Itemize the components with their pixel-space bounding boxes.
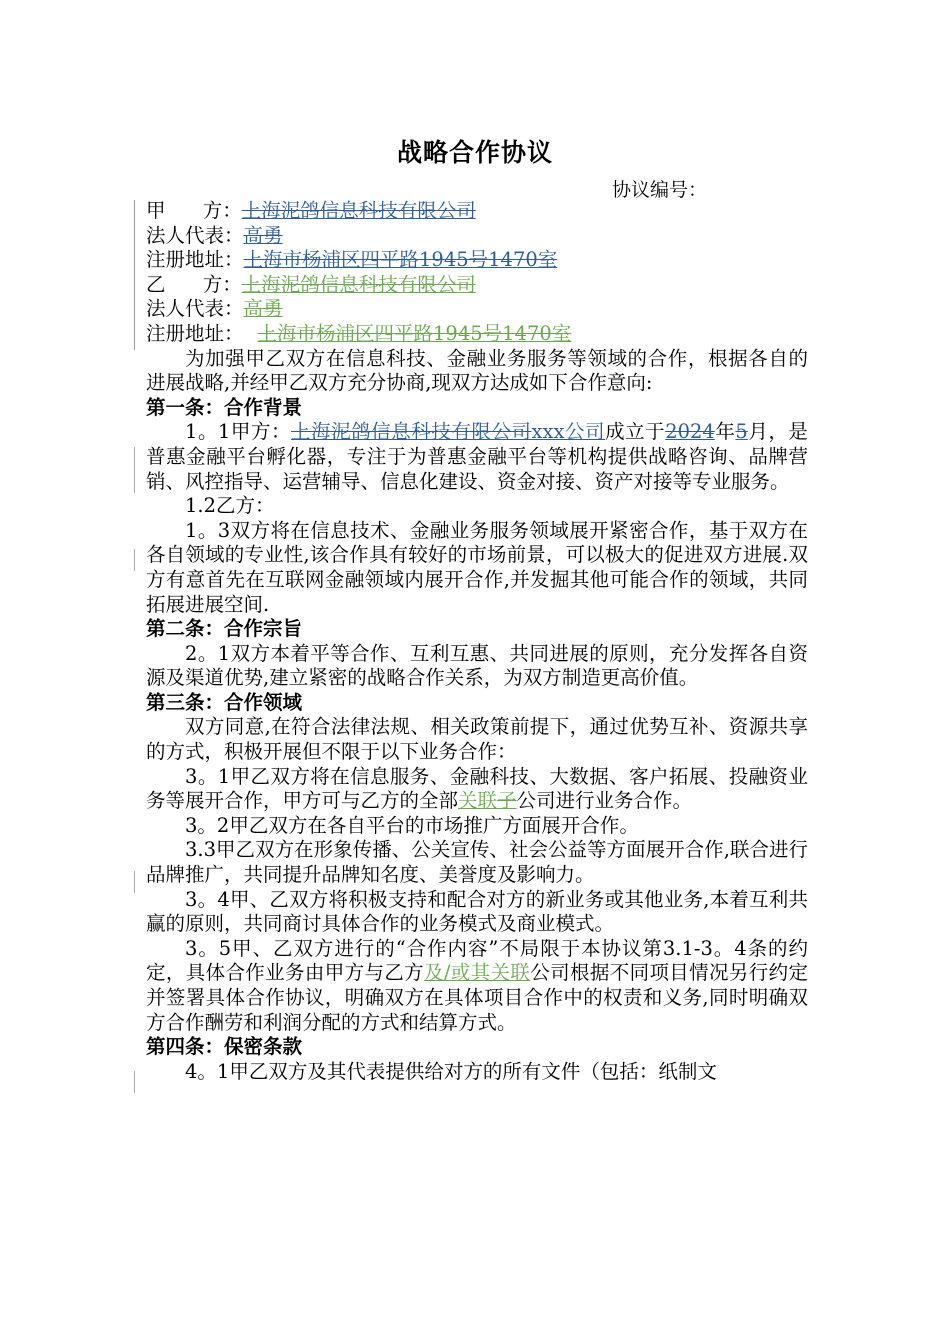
- party-b-address: 上海市杨浦区四平路1945号1470室: [257, 321, 572, 345]
- clause-1-1: [146, 420, 808, 494]
- clause-1-1-year: 2024: [665, 420, 715, 444]
- clause-3-4: 3。4甲、乙双方将积极支持和配合对方的新业务或其他业务,本着互利共赢的原则，共同商讨具体合作的业务模式及商业模式。: [146, 887, 808, 936]
- party-a-address-label: 注册地址：: [146, 248, 244, 272]
- clause-1-1-mid: 成立于: [605, 420, 666, 444]
- document-body: [146, 199, 808, 1084]
- clause-3-1-prefix: 3。1甲乙双方将在信息服务、金融科技、大数据、客户拓展、投融资业务等展开合作，甲方可与乙方的全部: [146, 764, 808, 813]
- party-a-name: 上海泥鸽信息科技有限公司: [241, 199, 476, 222]
- clause-1-1-rest: 月，是普惠金融平台孵化器，专注于为普惠金融平台等机构提供战略咨询、品牌营销、风控指导、运营辅导、信息化建设、资金对接、资产对接等专业服务。: [146, 420, 808, 493]
- clause-1-3: 1。3双方将在信息技术、金融业务服务领域展开紧密合作，基于双方在各自领域的专业性,该合作具有较好的市场前景，可以极大的促进双方进展.双方有意首先在互联网金融领域内展开合作,并发掘其他可能合作的领域，共同拓展进展空间.: [146, 518, 808, 616]
- revision-bar: [134, 549, 135, 571]
- article-1-heading: 第一条：合作背景: [146, 395, 303, 419]
- clause-1-1-prefix: 1。1甲方：: [185, 420, 292, 444]
- article-3-heading: 第三条：合作领域: [146, 690, 303, 714]
- clause-3-2: 3。2甲乙双方在各自平台的市场推广方面展开合作。: [185, 813, 639, 837]
- clause-3-1-deleted: 子: [497, 789, 517, 813]
- article-3-intro: 双方同意,在符合法律法规、相关政策前提下，通过优势互补、资源共享的方式，积极开展但不限于以下业务合作：: [146, 715, 808, 764]
- revision-bar: [134, 871, 135, 893]
- party-a-rep-line: [146, 224, 808, 249]
- intro-text: 为加强甲乙双方在信息科技、金融业务服务等领域的合作，根据各自的进展战略,并经甲乙双方充分协商,现双方达成如下合作意向:: [146, 346, 808, 395]
- article-1-body: [146, 420, 808, 617]
- clause-1-1-month: 5: [735, 420, 748, 444]
- party-b-rep: 高勇: [243, 297, 283, 321]
- article-4-body: [146, 1060, 808, 1085]
- clause-1-2: 1.2乙方：: [185, 494, 275, 518]
- clause-3-1: [146, 765, 808, 814]
- revision-bar: [134, 447, 135, 493]
- party-a-line: [146, 199, 808, 224]
- intro-paragraph: [146, 347, 808, 396]
- party-b-label: 乙 方：: [146, 272, 242, 296]
- clause-1-1-deleted-name: 上海泥鸽信息科技有限公司: [291, 420, 532, 444]
- agreement-number-label: 协议编号：: [612, 179, 708, 201]
- clause-4-1: 4。1甲乙双方及其代表提供给对方的所有文件（包括：纸制文: [185, 1059, 717, 1083]
- revision-bar: [134, 1071, 135, 1093]
- party-b-address-line: [146, 322, 808, 347]
- revision-bar: [134, 200, 135, 350]
- party-a-address: 上海市杨浦区四平路1945号1470室: [243, 248, 558, 272]
- clause-3-5: [146, 937, 808, 1035]
- party-b-address-label: 注册地址：: [146, 321, 244, 345]
- clause-3-5-inserted: 及/或其关联: [424, 961, 531, 985]
- party-b-rep-label: 法人代表：: [146, 297, 244, 321]
- party-a-label: 甲 方：: [146, 199, 242, 222]
- party-a-rep-label: 法人代表：: [146, 223, 244, 247]
- clause-1-1-inserted-name: xxx公司: [531, 420, 606, 444]
- clause-2-1: 2。1双方本着平等合作、互利互惠、共同进展的原则，充分发挥各自资源及渠道优势,建立紧密的战略合作关系，为双方制造更高价值。: [146, 641, 808, 690]
- party-b-line: [146, 273, 808, 298]
- article-3-body: [146, 715, 808, 1035]
- party-b-name: 上海泥鸽信息科技有限公司: [241, 272, 476, 296]
- clause-3-3: 3.3甲乙双方在形象传播、公关宣传、社会公益等方面展开合作,联合进行品牌推广，共同提升品牌知名度、美誉度及影响力。: [146, 838, 808, 887]
- clause-3-5-prefix: 3。5甲、乙双方进行的“合作内容”不局限于本协议第3.1-3。4条的约定，具体合作业务由甲方与乙方: [146, 936, 808, 985]
- article-2-body: [146, 642, 808, 691]
- clause-3-1-suffix: 公司进行业务合作。: [516, 789, 693, 813]
- clause-1-1-year-unit: 年: [714, 420, 736, 444]
- party-b-rep-line: [146, 297, 808, 322]
- document-title: 战略合作协议: [396, 138, 553, 167]
- clause-3-1-inserted: 关联: [458, 789, 498, 813]
- party-a-rep: 高勇: [243, 223, 283, 247]
- clause-3-5-suffix: 公司根据不同项目情况另行约定并签署具体合作协议，明确双方在具体项目合作中的权责和义务,同时明确双方合作酬劳和利润分配的方式和结算方式。: [146, 961, 808, 1034]
- party-a-address-line: [146, 248, 808, 273]
- article-2-heading: 第二条：合作宗旨: [146, 617, 303, 641]
- article-4-heading: 第四条：保密条款: [146, 1035, 303, 1059]
